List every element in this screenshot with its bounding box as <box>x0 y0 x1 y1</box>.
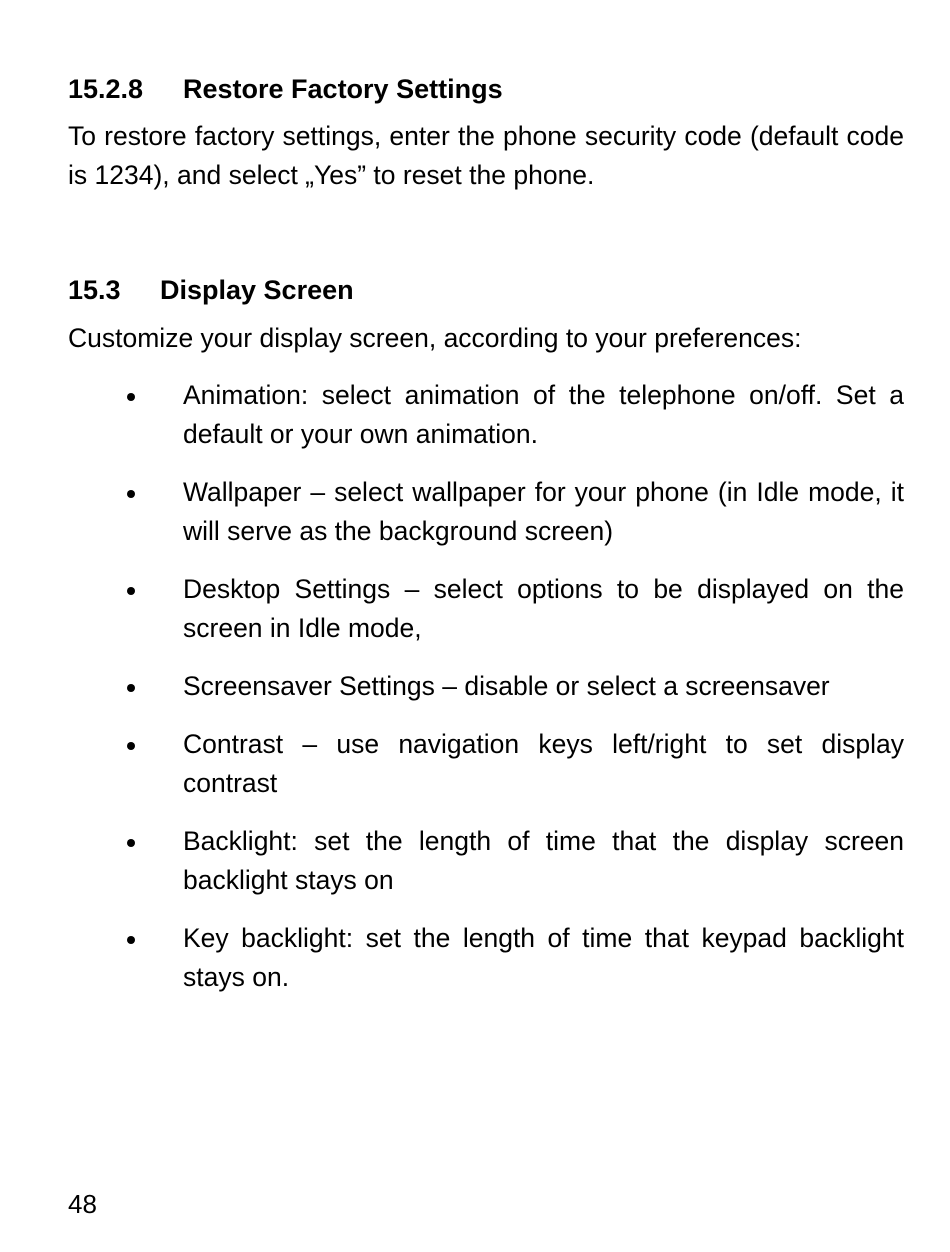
list-item-text: Desktop Settings – select options to be displayed on the screen in Idle mode, <box>183 574 904 643</box>
list-item <box>68 570 904 648</box>
bullet-icon <box>127 490 135 498</box>
bullet-icon <box>127 684 135 692</box>
list-item-text: Key backlight: set the length of time that keypad backlight stays on. <box>183 923 904 992</box>
list-item-text: Backlight: set the length of time that the display screen backlight stays on <box>183 826 904 895</box>
page-number: 48 <box>68 1189 97 1219</box>
display-intro-text: Customize your display screen, according to your preferences: <box>68 323 802 353</box>
list-item <box>68 822 904 900</box>
list-item-text: Contrast – use navigation keys left/right to set display contrast <box>183 729 904 798</box>
bullet-icon <box>127 936 135 944</box>
section-number: 15.2.8 <box>68 74 144 104</box>
section-title: Restore Factory Settings <box>183 74 503 104</box>
bullet-icon <box>127 587 135 595</box>
list-item <box>68 725 904 803</box>
bullet-icon <box>127 839 135 847</box>
bullet-icon <box>127 742 135 750</box>
list-item <box>68 667 904 706</box>
heading-restore-factory-settings <box>68 73 503 105</box>
bullet-icon <box>127 393 135 401</box>
list-item <box>68 919 904 997</box>
section-number: 15.3 <box>68 275 121 305</box>
list-item-text: Wallpaper – select wallpaper for your phone (in Idle mode, it will serve as the background screen) <box>183 477 904 546</box>
section-title: Display Screen <box>160 275 354 305</box>
document-page <box>68 0 904 1252</box>
list-item <box>68 376 904 454</box>
display-options-list <box>68 376 904 1016</box>
list-item-text: Animation: select animation of the telephone on/off. Set a default or your own animation. <box>183 380 904 449</box>
list-item-text: Screensaver Settings – disable or select a screensaver <box>183 671 830 701</box>
list-item <box>68 473 904 551</box>
restore-body-text: To restore factory settings, enter the phone security code (default code is 1234), and select „Yes” to reset the phone. <box>68 121 904 190</box>
heading-display-screen <box>68 274 354 306</box>
